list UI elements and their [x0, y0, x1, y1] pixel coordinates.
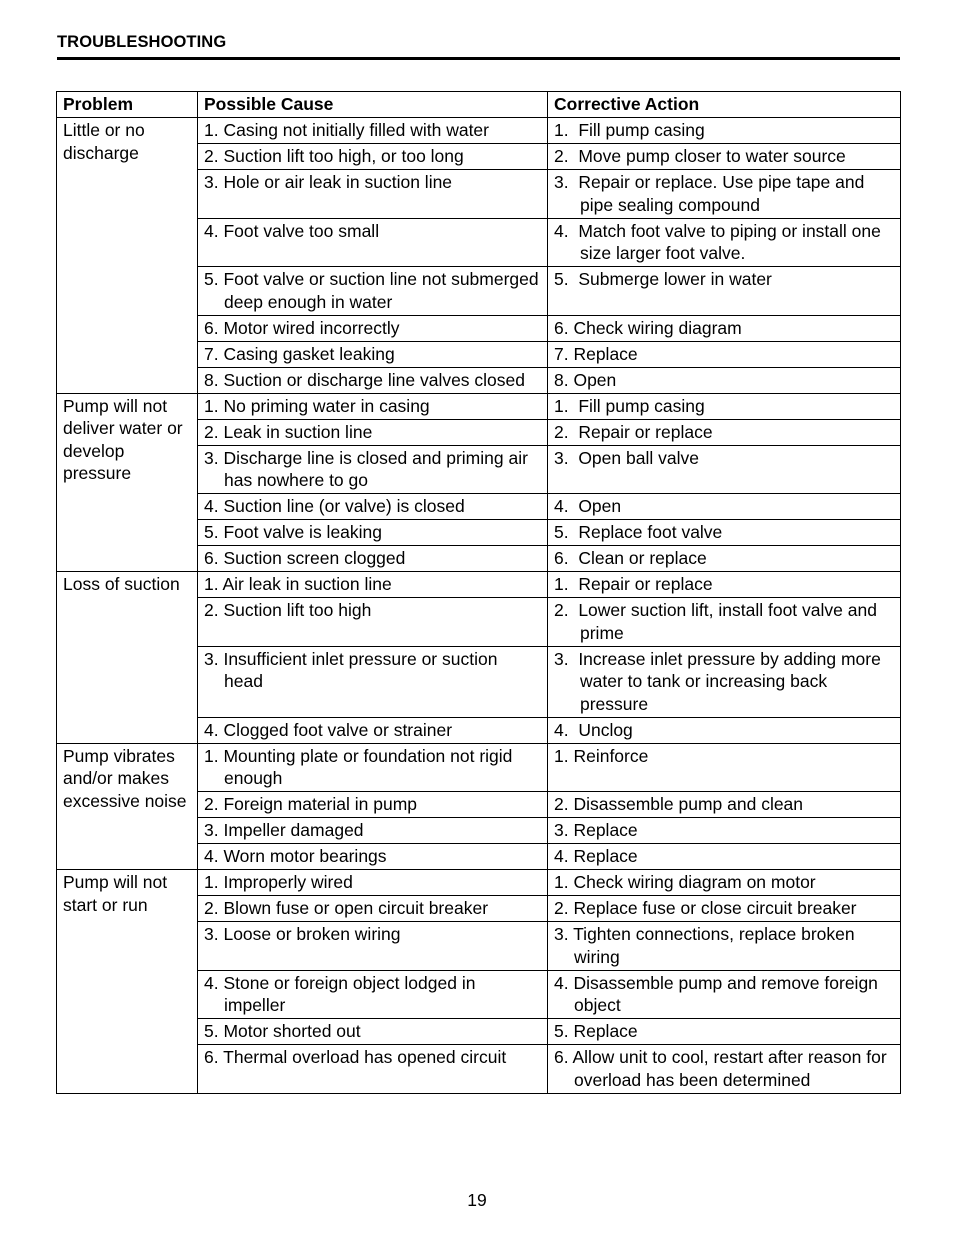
cause-text: 5. Foot valve or suction line not submerged deep enough in water: [204, 269, 539, 312]
cause-text: 4. Suction line (or valve) is closed: [204, 496, 465, 516]
cause-text: 3. Loose or broken wiring: [204, 924, 401, 944]
action-cell: [548, 341, 901, 367]
cause-cell: [198, 218, 548, 267]
table-row: [57, 393, 901, 419]
action-cell: [548, 792, 901, 818]
action-cell: [548, 743, 901, 792]
action-text: 4. Match foot valve to piping or install one size larger foot valve.: [554, 220, 886, 263]
action-cell: [548, 170, 901, 219]
cause-cell: [198, 717, 548, 743]
cause-text: 1. Mounting plate or foundation not rigid enough: [204, 745, 513, 788]
problem-cell: Pump will not deliver water or develop pressure: [57, 393, 198, 572]
header-possible-cause: Possible Cause: [198, 92, 548, 118]
header-corrective-action: Corrective Action: [548, 92, 901, 118]
cause-cell: [198, 1019, 548, 1045]
action-text: 1. Reinforce: [554, 745, 649, 766]
section-title: TROUBLESHOOTING: [57, 33, 227, 51]
cause-cell: [198, 267, 548, 316]
action-text: 1. Check wiring diagram on motor: [554, 872, 816, 892]
cause-text: 8. Suction or discharge line valves closed: [204, 369, 526, 390]
action-text: 6. Allow unit to cool, restart after reason for overload has been determined: [554, 1047, 892, 1090]
cause-cell: [198, 170, 548, 219]
cause-cell: [198, 144, 548, 170]
action-cell: [548, 315, 901, 341]
cause-text: 4. Foot valve too small: [204, 220, 380, 241]
cause-cell: [198, 743, 548, 792]
action-cell: [548, 520, 901, 546]
table-row: [57, 743, 901, 792]
cause-text: 1. Improperly wired: [204, 872, 353, 892]
table-row: [57, 572, 901, 598]
problem-cell: Pump will not start or run: [57, 870, 198, 1094]
action-text: 2. Disassemble pump and clean: [554, 794, 804, 814]
action-text: 5. Replace foot valve: [554, 522, 723, 542]
cause-text: 2. Suction lift too high, or too long: [204, 146, 464, 166]
action-text: 3. Repair or replace. Use pipe tape and pipe sealing compound: [554, 172, 870, 215]
cause-text: 7. Casing gasket leaking: [204, 343, 395, 364]
cause-cell: [198, 1045, 548, 1094]
action-cell: [548, 870, 901, 896]
cause-text: 5. Motor shorted out: [204, 1021, 361, 1041]
cause-cell: [198, 315, 548, 341]
action-cell: [548, 445, 901, 494]
cause-cell: [198, 818, 548, 844]
cause-cell: [198, 393, 548, 419]
action-cell: [548, 118, 901, 144]
action-text: 4. Disassemble pump and remove foreign object: [554, 972, 883, 1015]
action-text: 2. Move pump closer to water source: [554, 146, 846, 166]
cause-cell: [198, 341, 548, 367]
cause-text: 2. Foreign material in pump: [204, 794, 418, 814]
action-text: 4. Unclog: [554, 719, 633, 740]
troubleshooting-table: [56, 91, 901, 1094]
cause-text: 2. Blown fuse or open circuit breaker: [204, 898, 489, 918]
cause-cell: [198, 646, 548, 717]
cause-cell: [198, 367, 548, 393]
page-number: 19: [467, 1190, 487, 1210]
action-cell: [548, 1045, 901, 1094]
cause-cell: [198, 494, 548, 520]
action-cell: [548, 267, 901, 316]
action-cell: [548, 922, 901, 971]
action-cell: [548, 844, 901, 870]
action-text: 6. Check wiring diagram: [554, 317, 742, 338]
cause-text: 6. Suction screen clogged: [204, 548, 406, 568]
cause-text: 4. Stone or foreign object lodged in impeller: [204, 972, 476, 1015]
cause-text: 4. Clogged foot valve or strainer: [204, 719, 453, 740]
cause-text: 3. Impeller damaged: [204, 820, 364, 840]
cause-text: 6. Thermal overload has opened circuit: [204, 1047, 507, 1067]
cause-cell: [198, 896, 548, 922]
cause-cell: [198, 970, 548, 1019]
table-body: [57, 118, 901, 1094]
action-text: 3. Increase inlet pressure by adding more water to tank or increasing back pressure: [554, 648, 886, 714]
action-cell: [548, 144, 901, 170]
action-text: 5. Replace: [554, 1021, 638, 1041]
table-row: [57, 870, 901, 896]
action-text: 2. Lower suction lift, install foot valve and prime: [554, 600, 882, 643]
problem-cell: Little or no discharge: [57, 118, 198, 394]
cause-cell: [198, 118, 548, 144]
cause-cell: [198, 792, 548, 818]
action-text: 3. Open ball valve: [554, 447, 699, 468]
action-cell: [548, 818, 901, 844]
action-text: 2. Replace fuse or close circuit breaker: [554, 898, 857, 918]
cause-cell: [198, 546, 548, 572]
action-cell: [548, 717, 901, 743]
action-cell: [548, 646, 901, 717]
action-cell: [548, 572, 901, 598]
cause-text: 6. Motor wired incorrectly: [204, 317, 400, 338]
table-header-row: [57, 92, 901, 118]
action-cell: [548, 367, 901, 393]
title-rule: [57, 57, 900, 60]
cause-text: 1. Air leak in suction line: [204, 574, 392, 594]
action-text: 1. Repair or replace: [554, 574, 713, 594]
cause-text: 3. Hole or air leak in suction line: [204, 172, 453, 192]
cause-text: 3. Discharge line is closed and priming air has nowhere to go: [204, 447, 528, 490]
cause-text: 2. Leak in suction line: [204, 421, 373, 442]
problem-cell: Pump vibrates and/or makes excessive noise: [57, 743, 198, 870]
action-cell: [548, 598, 901, 647]
cause-text: 3. Insufficient inlet pressure or suction head: [204, 648, 498, 691]
action-cell: [548, 546, 901, 572]
action-text: 2. Repair or replace: [554, 421, 713, 442]
action-cell: [548, 494, 901, 520]
cause-text: 1. No priming water in casing: [204, 395, 430, 416]
action-text: 4. Open: [554, 496, 622, 516]
cause-cell: [198, 598, 548, 647]
cause-text: 1. Casing not initially filled with water: [204, 120, 489, 140]
action-cell: [548, 896, 901, 922]
action-text: 4. Replace: [554, 846, 638, 866]
action-cell: [548, 970, 901, 1019]
cause-cell: [198, 572, 548, 598]
action-cell: [548, 218, 901, 267]
cause-cell: [198, 922, 548, 971]
action-text: 8. Open: [554, 369, 617, 390]
action-text: 5. Submerge lower in water: [554, 269, 772, 289]
action-text: 3. Tighten connections, replace broken wiring: [554, 924, 860, 967]
cause-cell: [198, 520, 548, 546]
action-text: 3. Replace: [554, 820, 638, 840]
problem-cell: Loss of suction: [57, 572, 198, 744]
cause-cell: [198, 445, 548, 494]
action-text: 1. Fill pump casing: [554, 395, 705, 416]
header-problem: Problem: [57, 92, 198, 118]
action-text: 1. Fill pump casing: [554, 120, 705, 140]
table-row: [57, 118, 901, 144]
action-text: 6. Clean or replace: [554, 548, 707, 568]
cause-cell: [198, 844, 548, 870]
cause-cell: [198, 870, 548, 896]
action-text: 7. Replace: [554, 343, 638, 364]
cause-text: 4. Worn motor bearings: [204, 846, 387, 866]
cause-text: 5. Foot valve is leaking: [204, 522, 383, 542]
cause-cell: [198, 419, 548, 445]
cause-text: 2. Suction lift too high: [204, 600, 372, 620]
action-cell: [548, 419, 901, 445]
action-cell: [548, 1019, 901, 1045]
action-cell: [548, 393, 901, 419]
